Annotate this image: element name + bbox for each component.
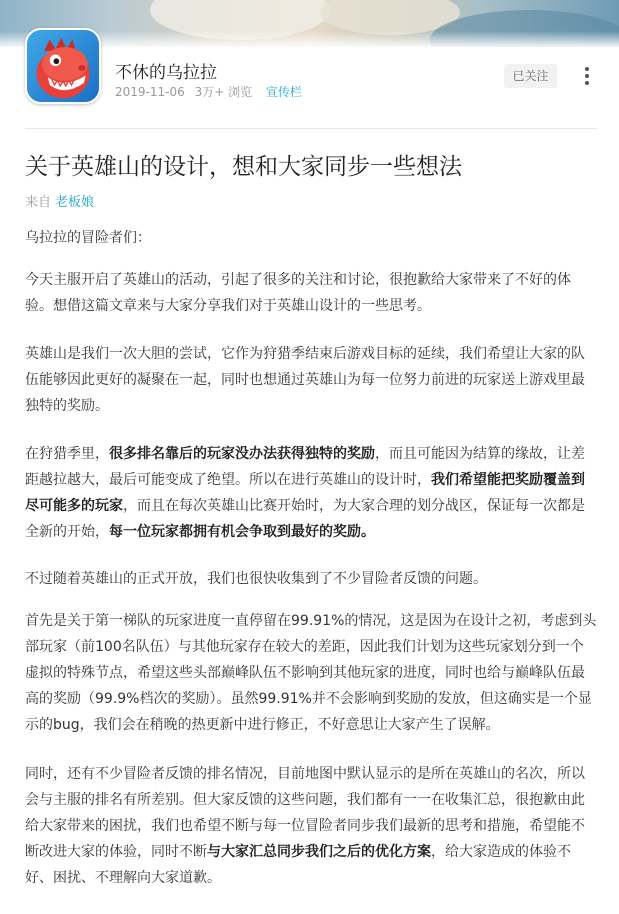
article-paragraph-greeting: 乌拉拉的冒险者们： [25,230,151,246]
post-date: 2019-11-06 [115,85,185,99]
article-paragraph [25,761,597,891]
text-span: ，而且在每次英雄山比赛开始时，为大家合理的划分战区，保证每一次都是全新的开始， [25,498,585,540]
source-author-link[interactable]: 老板娘 [55,195,95,210]
bold-text-span: 与大家汇总同步我们之后的优化方案 [207,844,431,860]
dinosaur-avatar-icon [27,30,99,102]
author-avatar[interactable] [25,28,101,104]
text-span: 在狩猎季里， [25,446,109,462]
article-paragraph: 不过随着英雄山的正式开放，我们也很快收集到了不少冒险者反馈的问题。 [25,571,487,587]
view-count: 3万+ 浏览 [194,85,253,99]
text-span: ，而且可能因为结算的缘故，让差距越拉越大，最后可能变成了绝望。所以在进行英雄山的设计时， [25,446,585,488]
article-paragraph: 首先是关于第一梯队的玩家进度一直停留在99.91%的情况，这是因为在设计之初，考虑到头部玩家（前100名队伍）与其他玩家存在较大的差距，因此我们计划为这些玩家划分到一个虚拟的特殊节点，希望这些头部巅峰队伍不影响到其他玩家的进度，同时也给与巅峰队伍最高的奖励（99.9%档次的奖励）。虽然99.91%并不会影响到奖励的发放，但这确实是一个显示的bug，我们会在稍晚的热更新中进行修正，不好意思让大家产生了误解。 [25,613,597,733]
post-meta [115,83,308,100]
text-span: ，给大家造成的体验不好、困扰、不理解向大家道歉。 [25,844,571,886]
article-title: 关于英雄山的设计，想和大家同步一些想法 [25,154,462,180]
article-source [25,191,94,210]
column-link[interactable]: 宣传栏 [265,85,302,99]
author-name[interactable]: 不休的乌拉拉 [115,63,217,83]
article-paragraph: 今天主服开启了英雄山的活动，引起了很多的关注和讨论，很抱歉给大家带来了不好的体验。想借这篇文章来与大家分享我们对于英雄山设计的一些思考。 [25,272,571,314]
follow-button[interactable]: 已关注 [504,64,557,88]
more-options-icon[interactable] [578,64,596,88]
article-paragraph [25,441,597,545]
source-prefix: 来自 [25,195,52,210]
text-span: 同时，还有不少冒险者反馈的排名情况，目前地图中默认显示的是所在英雄山的名次，所以会与主服的排名有所差别。但大家反馈的这些问题，我们都有一一在收集汇总，很抱歉由此给大家带来的困扰，我们也希望不断与每一位冒险者同步我们最新的思考和措施，希望能不断改进大家的体验，同时不断 [25,766,585,860]
article-paragraph: 英雄山是我们一次大胆的尝试，它作为狩猎季结束后游戏目标的延续，我们希望让大家的队伍能够因此更好的凝聚在一起，同时也想通过英雄山为每一位努力前进的玩家送上游戏里最独特的奖励。 [25,346,585,414]
bold-text-span: 每一位玩家都拥有机会争取到最好的奖励。 [109,524,375,540]
bold-text-span: 很多排名靠后的玩家没办法获得独特的奖励 [109,446,375,462]
header-divider [25,128,597,129]
bold-text-span: 我们希望能把奖励覆盖到尽可能多的玩家 [25,472,585,514]
